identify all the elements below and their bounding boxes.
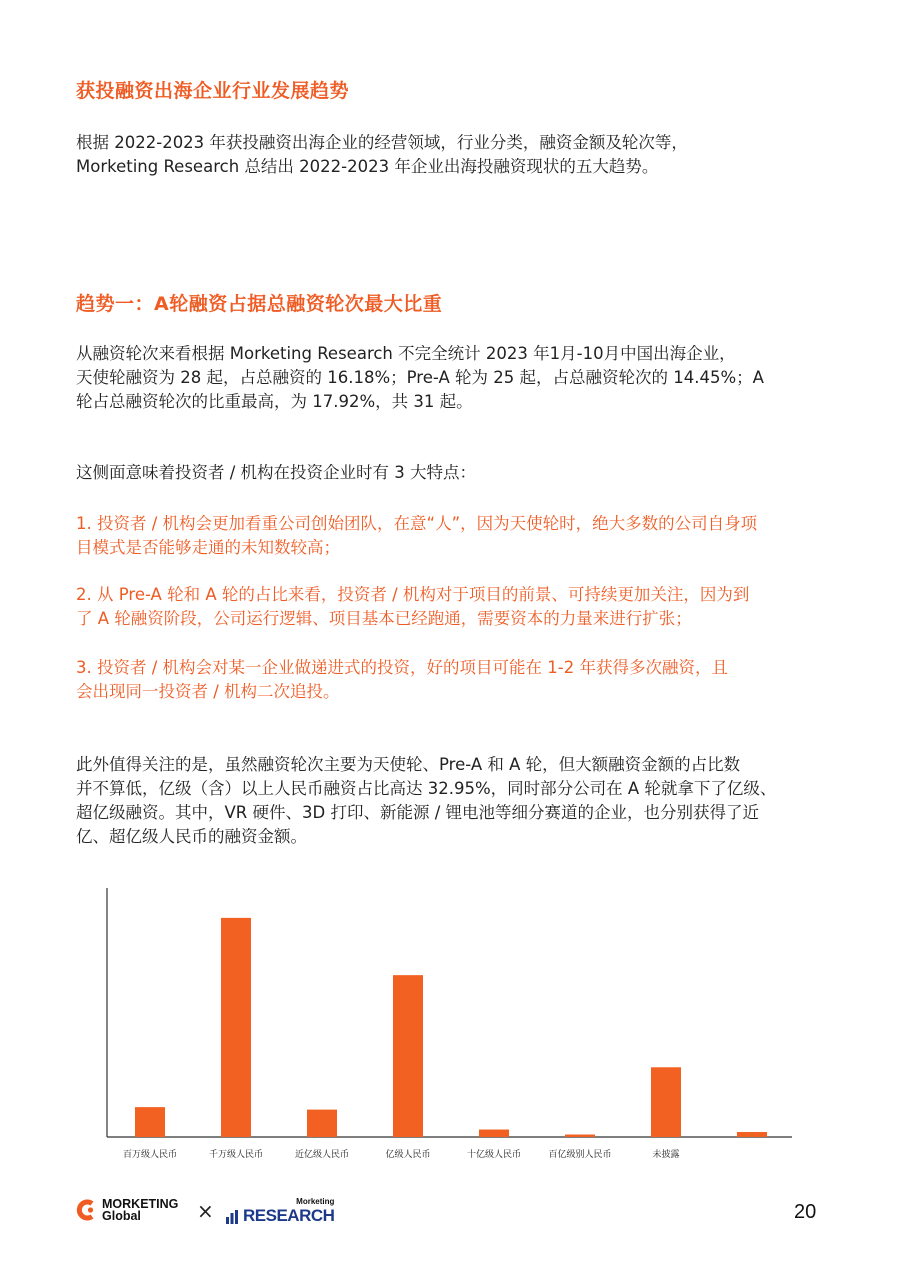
x-tick-label: 未披露 [652,1150,680,1160]
times-sign: × [197,1199,214,1223]
bar [135,1107,165,1137]
text-line: 天使轮融资为 28 起，占总融资的 16.18%；Pre-A 轮为 25 起，占总融资轮次的 14.45%；A [76,368,764,387]
page-number: 20 [794,1201,817,1223]
text-line: 亿、超亿级人民币的融资金额。 [76,827,307,846]
text-line: 1. 投资者 / 机构会更加看重公司创始团队，在意“人”，因为天使轮时，绝大多数的公司自身项 [76,514,758,533]
text-line: Morketing Research 总结出 2022-2023 年企业出海投融资现状的五大趋势。 [76,157,659,176]
features-intro: 这侧面意味着投资者 / 机构在投资企业时有 3 大特点： [76,463,477,482]
text-line: 3. 投资者 / 机构会对某一企业做递进式的投资，好的项目可能在 1-2 年获得多次融资，且 [76,658,728,677]
trend-heading: 趋势一：A轮融资占据总融资轮次最大比重 [76,293,443,315]
text-line: 并不算低，亿级（含）以上人民币融资占比高达 32.95%，同时部分公司在 A 轮就拿下了亿级、 [76,779,777,798]
bar [393,975,423,1137]
morketing-global-logo [76,1198,178,1222]
round-paragraph [76,342,824,414]
text-line: 目模式是否能够走通的未知数较高； [76,538,340,557]
text-line: 了 A 轮融资阶段，公司运行逻辑、项目基本已经跑通，需要资本的力量来进行扩张； [76,609,692,628]
text-line: 2. 从 Pre-A 轮和 A 轮的占比来看，投资者 / 机构对于项目的前景、可持续更加关注，因为到 [76,585,750,604]
bar [307,1110,337,1137]
point-3 [76,656,824,704]
x-tick-label: 百万级人民币 [122,1150,178,1160]
bar [565,1135,595,1137]
bar [651,1067,681,1137]
x-tick-label: 亿级人民币 [385,1150,431,1160]
morketing-logo-icon [76,1199,98,1221]
logo-text-global: Global [102,1209,141,1223]
amount-paragraph [76,753,824,849]
x-tick-label: 十亿级人民币 [466,1150,522,1160]
bar [221,918,251,1137]
bar [479,1130,509,1137]
intro-paragraph [76,131,824,179]
point-1 [76,512,824,560]
bar [737,1132,767,1137]
point-2 [76,583,824,631]
logo-text-morketing-small: Morketing [296,1197,335,1206]
x-tick-label: 千万级人民币 [208,1150,264,1160]
section-heading: 获投融资出海企业行业发展趋势 [76,80,350,102]
text-line: 从融资轮次来看根据 Morketing Research 不完全统计 2023 年1月-10月中国出海企业， [76,344,736,363]
morketing-research-logo [226,1198,334,1226]
text-line: 会出现同一投资者 / 机构二次追投。 [76,682,340,701]
text-line: 根据 2022-2023 年获投融资出海企业的经营领域，行业分类，融资金额及轮次等， [76,133,688,152]
x-tick-label: 近亿级人民币 [294,1150,350,1160]
research-bars-icon [226,1208,242,1224]
funding-amount-bar-chart [100,885,800,1165]
x-tick-label: 百亿级别人民币 [548,1150,612,1160]
text-line: 此外值得关注的是，虽然融资轮次主要为天使轮、Pre-A 和 A 轮，但大额融资金额的占比数 [76,755,741,774]
text-line: 轮占总融资轮次的比重最高，为 17.92%，共 31 起。 [76,392,473,411]
logo-text-research: RESEARCH [243,1206,335,1225]
text-line: 超亿级融资。其中，VR 硬件、3D 打印、新能源 / 锂电池等细分赛道的企业，也分别获得了近 [76,803,759,822]
logo-text-morketing: MORKETING [102,1197,179,1211]
